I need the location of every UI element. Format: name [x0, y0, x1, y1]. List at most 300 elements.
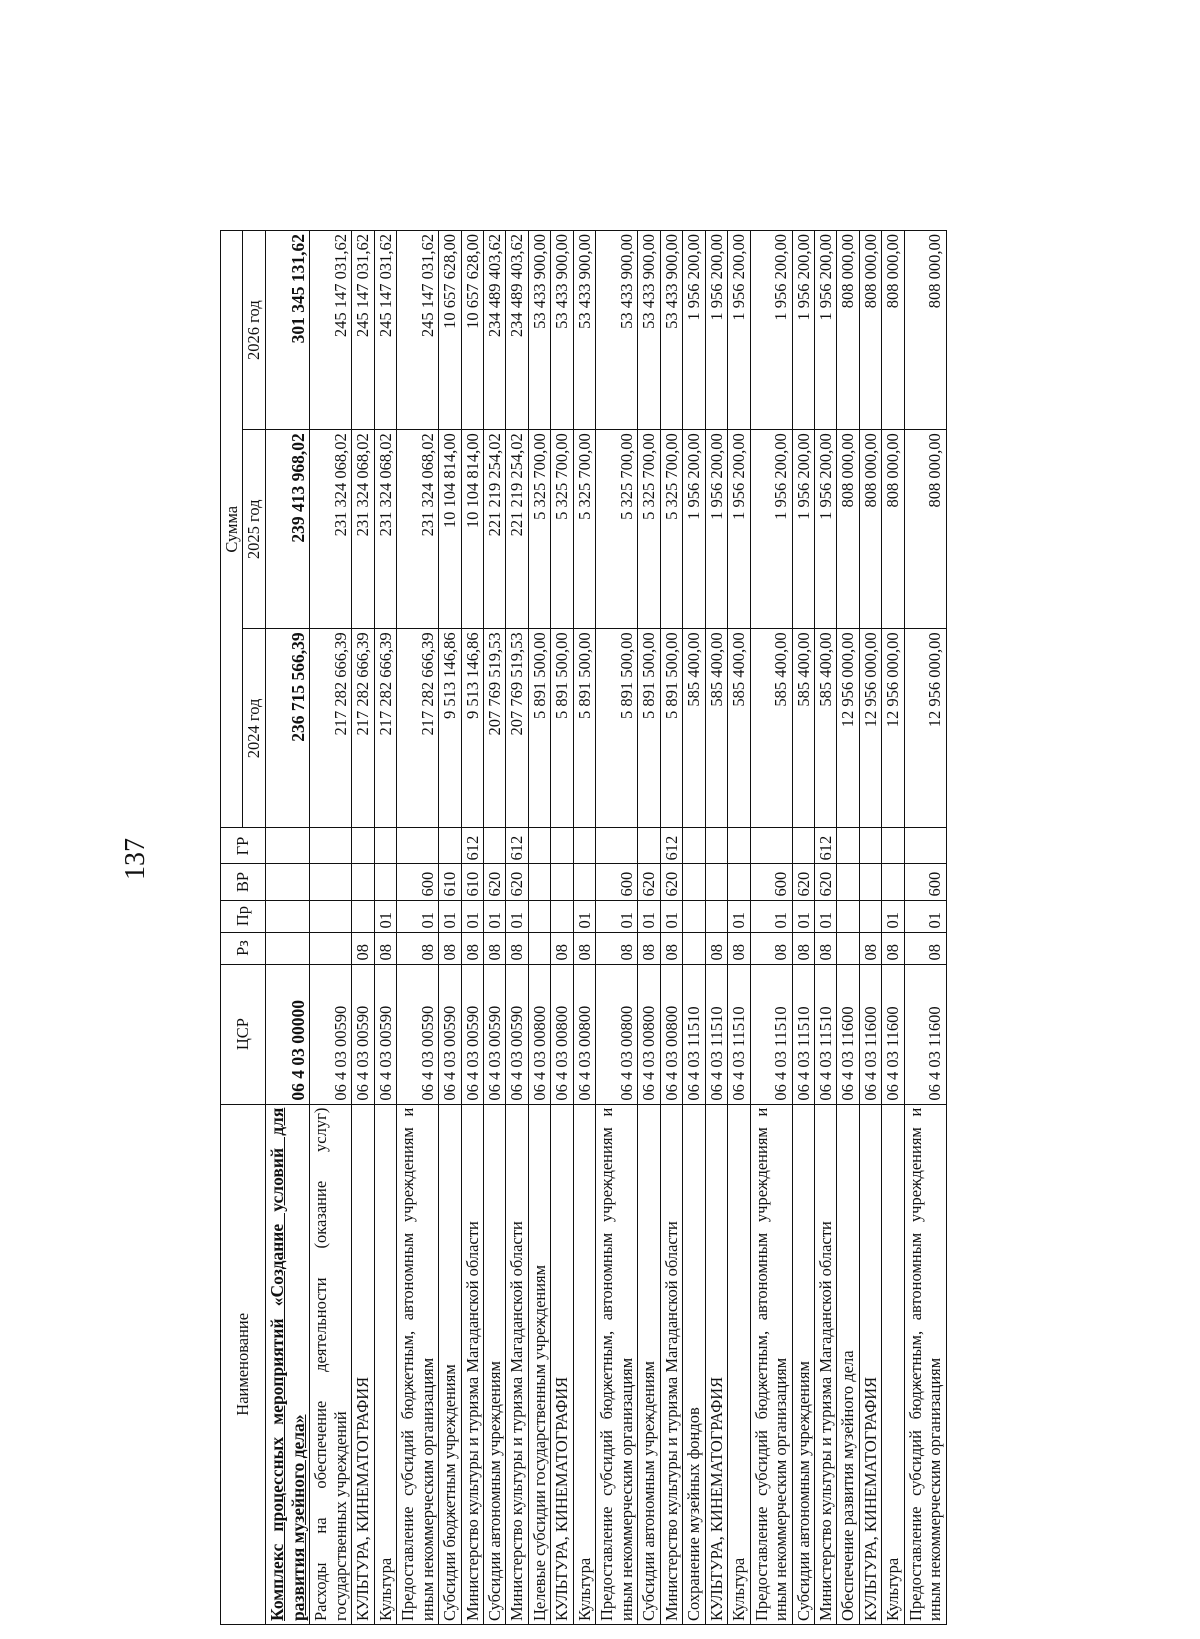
cell-2024: [596, 629, 638, 828]
cell-csr-text: 06 4 03 00000: [287, 1000, 308, 1101]
cell-pr: [528, 900, 550, 932]
cell-pr: [837, 900, 859, 932]
cell-name: [882, 1104, 904, 1624]
cell-name-text: КУЛЬТУРА, КИНЕМАТОГРАФИЯ: [706, 1376, 726, 1621]
cell-vr: [374, 864, 396, 900]
cell-vr-text: 600: [771, 871, 791, 897]
cell-csr-text: 06 4 03 00590: [507, 1005, 527, 1101]
cell-2025: [837, 430, 859, 629]
cell-gr: [506, 828, 528, 864]
cell-2025-text: 1 956 200,00: [729, 433, 749, 520]
cell-name-text: Культура: [574, 1557, 594, 1621]
cell-name-text: Министерство культуры и туризма Магаданской области: [816, 1221, 835, 1621]
cell-vr: [573, 864, 595, 900]
cell-pr: [904, 900, 946, 932]
cell-2025: [439, 430, 461, 629]
cell-2026-text: 245 147 031,62: [375, 234, 395, 338]
cell-csr: [882, 964, 904, 1104]
cell-csr-text: 06 4 03 11600: [925, 1006, 945, 1101]
cell-csr-text: 06 4 03 00800: [661, 1005, 681, 1101]
cell-csr-text: 06 4 03 11600: [860, 1006, 880, 1101]
cell-rz-text: 08: [706, 944, 726, 961]
cell-gr: [660, 828, 682, 864]
cell-2024: [374, 629, 396, 828]
cell-csr-text: 06 4 03 00590: [484, 1005, 504, 1101]
table-row: [483, 231, 505, 1625]
cell-2025-text: 221 219 254,02: [484, 433, 504, 537]
cell-rz: [528, 932, 550, 964]
cell-2026: [683, 231, 705, 430]
cell-2025: [265, 430, 309, 629]
cell-csr: [265, 964, 309, 1104]
cell-gr: [750, 828, 792, 864]
table-row: [528, 231, 550, 1625]
cell-csr: [352, 964, 374, 1104]
cell-name: [750, 1104, 792, 1624]
cell-rz-text: 08: [507, 944, 527, 961]
cell-2024: [528, 629, 550, 828]
cell-name: [374, 1104, 396, 1624]
cell-csr: [551, 964, 573, 1104]
cell-2024: [461, 629, 483, 828]
cell-2024-text: 217 282 666,39: [330, 632, 350, 736]
cell-name-text: Комплекс процессных мероприятий «Создание условий для развития музейного дела»: [266, 1107, 308, 1621]
cell-rz: [750, 932, 792, 964]
cell-csr: [374, 964, 396, 1104]
cell-csr-text: 06 4 03 11510: [706, 1006, 726, 1101]
cell-rz-text: 08: [793, 944, 813, 961]
cell-2026-text: 1 956 200,00: [706, 234, 726, 321]
cell-2025: [352, 430, 374, 629]
cell-2025: [573, 430, 595, 629]
cell-vr: [815, 864, 837, 900]
cell-csr: [397, 964, 439, 1104]
cell-2026: [551, 231, 573, 430]
cell-vr-text: 600: [616, 871, 636, 897]
cell-name: [551, 1104, 573, 1624]
cell-2025: [483, 430, 505, 629]
cell-2024: [904, 629, 946, 828]
cell-vr-text: 620: [507, 871, 527, 897]
header-gr: ГР: [221, 828, 266, 864]
cell-csr-text: 06 4 03 00800: [639, 1005, 659, 1101]
cell-csr: [310, 964, 352, 1104]
cell-rz: [310, 932, 352, 964]
cell-2024-text: 5 891 500,00: [616, 632, 636, 719]
table-row: [374, 231, 396, 1625]
budget-table-container: [220, 230, 947, 1625]
cell-2026-text: 1 956 200,00: [729, 234, 749, 321]
cell-gr: [815, 828, 837, 864]
cell-2025: [705, 430, 727, 629]
cell-name: [683, 1104, 705, 1624]
cell-name: [705, 1104, 727, 1624]
cell-rz: [439, 932, 461, 964]
cell-gr: [837, 828, 859, 864]
cell-pr: [397, 900, 439, 932]
cell-vr: [728, 864, 750, 900]
table-row: [551, 231, 573, 1625]
cell-pr: [792, 900, 814, 932]
cell-2024-text: 12 956 000,00: [925, 632, 945, 728]
cell-2025: [528, 430, 550, 629]
cell-csr: [660, 964, 682, 1104]
cell-2024: [638, 629, 660, 828]
cell-pr: [374, 900, 396, 932]
cell-2026-text: 1 956 200,00: [684, 234, 704, 321]
cell-name: [506, 1104, 528, 1624]
cell-rz: [374, 932, 396, 964]
cell-2024-text: 585 400,00: [816, 632, 835, 707]
cell-2025: [551, 430, 573, 629]
cell-gr: [310, 828, 352, 864]
cell-2026: [859, 231, 881, 430]
cell-2026: [528, 231, 550, 430]
cell-pr-text: 01: [375, 912, 395, 929]
header-vr: ВР: [221, 864, 266, 900]
cell-name: [573, 1104, 595, 1624]
cell-2025-text: 5 325 700,00: [574, 433, 594, 520]
cell-pr: [483, 900, 505, 932]
cell-rz-text: 08: [353, 944, 373, 961]
cell-2026: [837, 231, 859, 430]
cell-name-text: Министерство культуры и туризма Магаданской области: [462, 1221, 482, 1621]
cell-vr-text: 600: [925, 871, 945, 897]
cell-csr: [506, 964, 528, 1104]
cell-2025-text: 10 104 814,00: [462, 433, 482, 529]
cell-2026-text: 53 433 900,00: [616, 234, 636, 329]
cell-2024: [728, 629, 750, 828]
cell-2026: [352, 231, 374, 430]
cell-name: [815, 1104, 837, 1624]
cell-2024: [683, 629, 705, 828]
budget-table: [220, 230, 947, 1625]
cell-2025: [882, 430, 904, 629]
cell-vr: [483, 864, 505, 900]
header-rz: Рз: [221, 932, 266, 964]
cell-csr-text: 06 4 03 00590: [462, 1005, 482, 1101]
cell-vr: [750, 864, 792, 900]
cell-2026-text: 1 956 200,00: [771, 234, 791, 321]
cell-pr-text: 01: [484, 912, 504, 929]
cell-2025-text: 10 104 814,00: [440, 433, 460, 529]
cell-2025: [461, 430, 483, 629]
cell-2024: [352, 629, 374, 828]
cell-2026: [573, 231, 595, 430]
cell-name-text: Предоставление субсидий бюджетным, автономным учреждениям и иным некоммерческим организациям: [905, 1107, 945, 1621]
cell-2025: [683, 430, 705, 629]
cell-gr: [551, 828, 573, 864]
cell-2024: [265, 629, 309, 828]
cell-2026-text: 10 657 628,00: [462, 234, 482, 329]
cell-2026: [310, 231, 352, 430]
cell-pr: [461, 900, 483, 932]
cell-csr: [750, 964, 792, 1104]
cell-2025-text: 808 000,00: [883, 433, 903, 508]
cell-rz-text: 08: [440, 944, 460, 961]
cell-csr-text: 06 4 03 00590: [417, 1005, 437, 1101]
cell-rz-text: 08: [925, 944, 945, 961]
header-2024: 2024 год: [243, 629, 265, 828]
cell-pr: [882, 900, 904, 932]
cell-name: [461, 1104, 483, 1624]
cell-rz: [596, 932, 638, 964]
cell-vr: [792, 864, 814, 900]
cell-gr: [683, 828, 705, 864]
cell-name-text: Предоставление субсидий бюджетным, автономным учреждениям и иным некоммерческим организациям: [597, 1107, 636, 1621]
cell-csr-text: 06 4 03 00800: [552, 1005, 572, 1101]
cell-rz-text: 08: [661, 944, 681, 961]
cell-pr: [573, 900, 595, 932]
cell-name-text: Субсидии автономным учреждениям: [639, 1361, 659, 1621]
cell-rz: [859, 932, 881, 964]
cell-vr-text: 620: [816, 871, 835, 897]
cell-csr: [439, 964, 461, 1104]
header-pr: Пр: [221, 900, 266, 932]
cell-rz-text: 08: [552, 944, 572, 961]
table-row: [310, 231, 352, 1625]
cell-2026: [374, 231, 396, 430]
cell-name-text: Субсидии автономным учреждениям: [793, 1361, 813, 1621]
cell-rz-text: 08: [462, 944, 482, 961]
table-row: [882, 231, 904, 1625]
cell-csr: [728, 964, 750, 1104]
cell-2024: [397, 629, 439, 828]
cell-csr-text: 06 4 03 00590: [440, 1005, 460, 1101]
cell-2025-text: 808 000,00: [925, 433, 945, 508]
cell-gr: [374, 828, 396, 864]
cell-rz: [815, 932, 837, 964]
cell-vr: [310, 864, 352, 900]
cell-pr: [859, 900, 881, 932]
cell-vr: [683, 864, 705, 900]
cell-rz: [483, 932, 505, 964]
cell-csr: [837, 964, 859, 1104]
cell-name-text: Целевые субсидии государственным учреждениям: [529, 1264, 549, 1621]
cell-2024: [483, 629, 505, 828]
cell-name-text: Субсидии автономным учреждениям: [484, 1361, 504, 1621]
cell-2024-text: 5 891 500,00: [661, 632, 681, 719]
table-body: [265, 231, 946, 1625]
cell-2025-text: 5 325 700,00: [616, 433, 636, 520]
table-row: [837, 231, 859, 1625]
cell-2025-text: 5 325 700,00: [639, 433, 659, 520]
cell-vr: [904, 864, 946, 900]
cell-rz: [397, 932, 439, 964]
cell-2025: [638, 430, 660, 629]
cell-rz-text: 08: [639, 944, 659, 961]
cell-csr-text: 06 4 03 00590: [330, 1005, 350, 1101]
cell-2026: [461, 231, 483, 430]
cell-2026-text: 234 489 403,62: [484, 234, 504, 338]
cell-2024-text: 585 400,00: [706, 632, 726, 707]
table-row: [728, 231, 750, 1625]
cell-2025-text: 231 324 068,02: [417, 433, 437, 537]
cell-name-text: Предоставление субсидий бюджетным, автономным учреждениям и иным некоммерческим организациям: [751, 1107, 791, 1621]
cell-csr: [483, 964, 505, 1104]
cell-gr: [397, 828, 439, 864]
table-row: [815, 231, 837, 1625]
cell-2026: [904, 231, 946, 430]
cell-2026: [506, 231, 528, 430]
cell-name-text: Обеспечение развития музейного дела: [838, 1350, 858, 1621]
cell-2026: [728, 231, 750, 430]
cell-2026: [439, 231, 461, 430]
table-row: [638, 231, 660, 1625]
cell-pr-text: 01: [440, 912, 460, 929]
cell-gr: [439, 828, 461, 864]
cell-pr: [705, 900, 727, 932]
cell-name-text: Расходы на обеспечение деятельности (оказание услуг) государственных учреждений: [311, 1107, 350, 1621]
cell-2025: [815, 430, 837, 629]
cell-2025-text: 231 324 068,02: [330, 433, 350, 537]
cell-vr: [837, 864, 859, 900]
cell-gr: [528, 828, 550, 864]
cell-rz: [837, 932, 859, 964]
cell-2026-text: 808 000,00: [883, 234, 903, 309]
cell-2026-text: 808 000,00: [838, 234, 858, 309]
cell-pr-text: 01: [661, 912, 681, 929]
cell-2024-text: 217 282 666,39: [417, 632, 437, 736]
cell-rz: [352, 932, 374, 964]
cell-2025: [728, 430, 750, 629]
cell-2026: [705, 231, 727, 430]
cell-name-text: Сохранение музейных фондов: [684, 1407, 704, 1621]
cell-2024-text: 12 956 000,00: [883, 632, 903, 728]
cell-gr-text: 612: [816, 835, 835, 861]
cell-pr-text: 01: [639, 912, 659, 929]
table-row: [750, 231, 792, 1625]
cell-gr: [882, 828, 904, 864]
cell-csr: [528, 964, 550, 1104]
cell-rz: [573, 932, 595, 964]
cell-gr: [352, 828, 374, 864]
cell-csr-text: 06 4 03 11510: [684, 1006, 704, 1101]
cell-rz: [882, 932, 904, 964]
cell-2025-text: 1 956 200,00: [706, 433, 726, 520]
table-row: [439, 231, 461, 1625]
cell-vr: [397, 864, 439, 900]
cell-2025-text: 1 956 200,00: [793, 433, 813, 520]
cell-2025-text: 221 219 254,02: [507, 433, 527, 537]
cell-2025-text: 5 325 700,00: [661, 433, 681, 520]
cell-2024: [573, 629, 595, 828]
cell-name: [483, 1104, 505, 1624]
cell-rz: [551, 932, 573, 964]
cell-gr: [728, 828, 750, 864]
cell-2024-text: 5 891 500,00: [639, 632, 659, 719]
cell-pr: [728, 900, 750, 932]
cell-name: [439, 1104, 461, 1624]
cell-rz: [904, 932, 946, 964]
cell-rz-text: 08: [417, 944, 437, 961]
cell-gr-text: 612: [462, 835, 482, 861]
cell-2024-text: 236 715 566,39: [287, 632, 308, 742]
cell-gr: [461, 828, 483, 864]
cell-name-text: Культура: [375, 1557, 395, 1621]
cell-pr: [352, 900, 374, 932]
cell-2026: [792, 231, 814, 430]
cell-2025-text: 5 325 700,00: [529, 433, 549, 520]
cell-name: [352, 1104, 374, 1624]
cell-vr: [882, 864, 904, 900]
cell-2026-text: 245 147 031,62: [353, 234, 373, 338]
cell-vr: [439, 864, 461, 900]
cell-name: [638, 1104, 660, 1624]
cell-csr-text: 06 4 03 00590: [375, 1005, 395, 1101]
cell-gr: [904, 828, 946, 864]
cell-2026: [265, 231, 309, 430]
cell-rz-text: 08: [574, 944, 594, 961]
cell-2026-text: 234 489 403,62: [507, 234, 527, 338]
cell-rz: [265, 932, 309, 964]
cell-2025-text: 231 324 068,02: [353, 433, 373, 537]
table-row: [596, 231, 638, 1625]
cell-pr-text: 01: [616, 912, 636, 929]
cell-name-text: Министерство культуры и туризма Магаданской области: [661, 1221, 681, 1621]
cell-2024-text: 12 956 000,00: [838, 632, 858, 728]
cell-2025-text: 239 413 968,02: [287, 433, 308, 543]
cell-rz-text: 08: [860, 944, 880, 961]
cell-2026: [882, 231, 904, 430]
cell-name-text: Культура: [729, 1557, 749, 1621]
cell-name: [265, 1104, 309, 1624]
cell-rz: [705, 932, 727, 964]
cell-csr-text: 06 4 03 00590: [353, 1005, 373, 1101]
cell-vr-text: 620: [639, 871, 659, 897]
cell-rz: [506, 932, 528, 964]
cell-csr-text: 06 4 03 11510: [793, 1006, 813, 1101]
table-row: [506, 231, 528, 1625]
cell-2024-text: 5 891 500,00: [574, 632, 594, 719]
cell-2025: [660, 430, 682, 629]
cell-rz: [461, 932, 483, 964]
cell-vr: [596, 864, 638, 900]
cell-2026-text: 53 433 900,00: [639, 234, 659, 329]
cell-2026-text: 53 433 900,00: [574, 234, 594, 329]
cell-csr: [596, 964, 638, 1104]
cell-2025: [310, 430, 352, 629]
cell-pr: [596, 900, 638, 932]
cell-2026-text: 245 147 031,62: [330, 234, 350, 338]
cell-rz: [660, 932, 682, 964]
cell-csr: [815, 964, 837, 1104]
cell-pr-text: 01: [883, 912, 903, 929]
cell-rz-text: 08: [375, 944, 395, 961]
cell-name: [528, 1104, 550, 1624]
cell-2026: [397, 231, 439, 430]
cell-2024-text: 585 400,00: [729, 632, 749, 707]
cell-csr: [461, 964, 483, 1104]
cell-gr: [859, 828, 881, 864]
cell-vr-text: 620: [484, 871, 504, 897]
cell-gr: [483, 828, 505, 864]
cell-2026: [660, 231, 682, 430]
cell-2026: [483, 231, 505, 430]
cell-pr: [265, 900, 309, 932]
cell-gr-text: 612: [507, 835, 527, 861]
cell-pr: [750, 900, 792, 932]
cell-2025: [596, 430, 638, 629]
cell-csr-text: 06 4 03 11510: [729, 1006, 749, 1101]
cell-name: [660, 1104, 682, 1624]
cell-pr-text: 01: [793, 912, 813, 929]
cell-csr: [705, 964, 727, 1104]
cell-name: [728, 1104, 750, 1624]
table-row: [573, 231, 595, 1625]
cell-2024: [792, 629, 814, 828]
cell-2025: [397, 430, 439, 629]
